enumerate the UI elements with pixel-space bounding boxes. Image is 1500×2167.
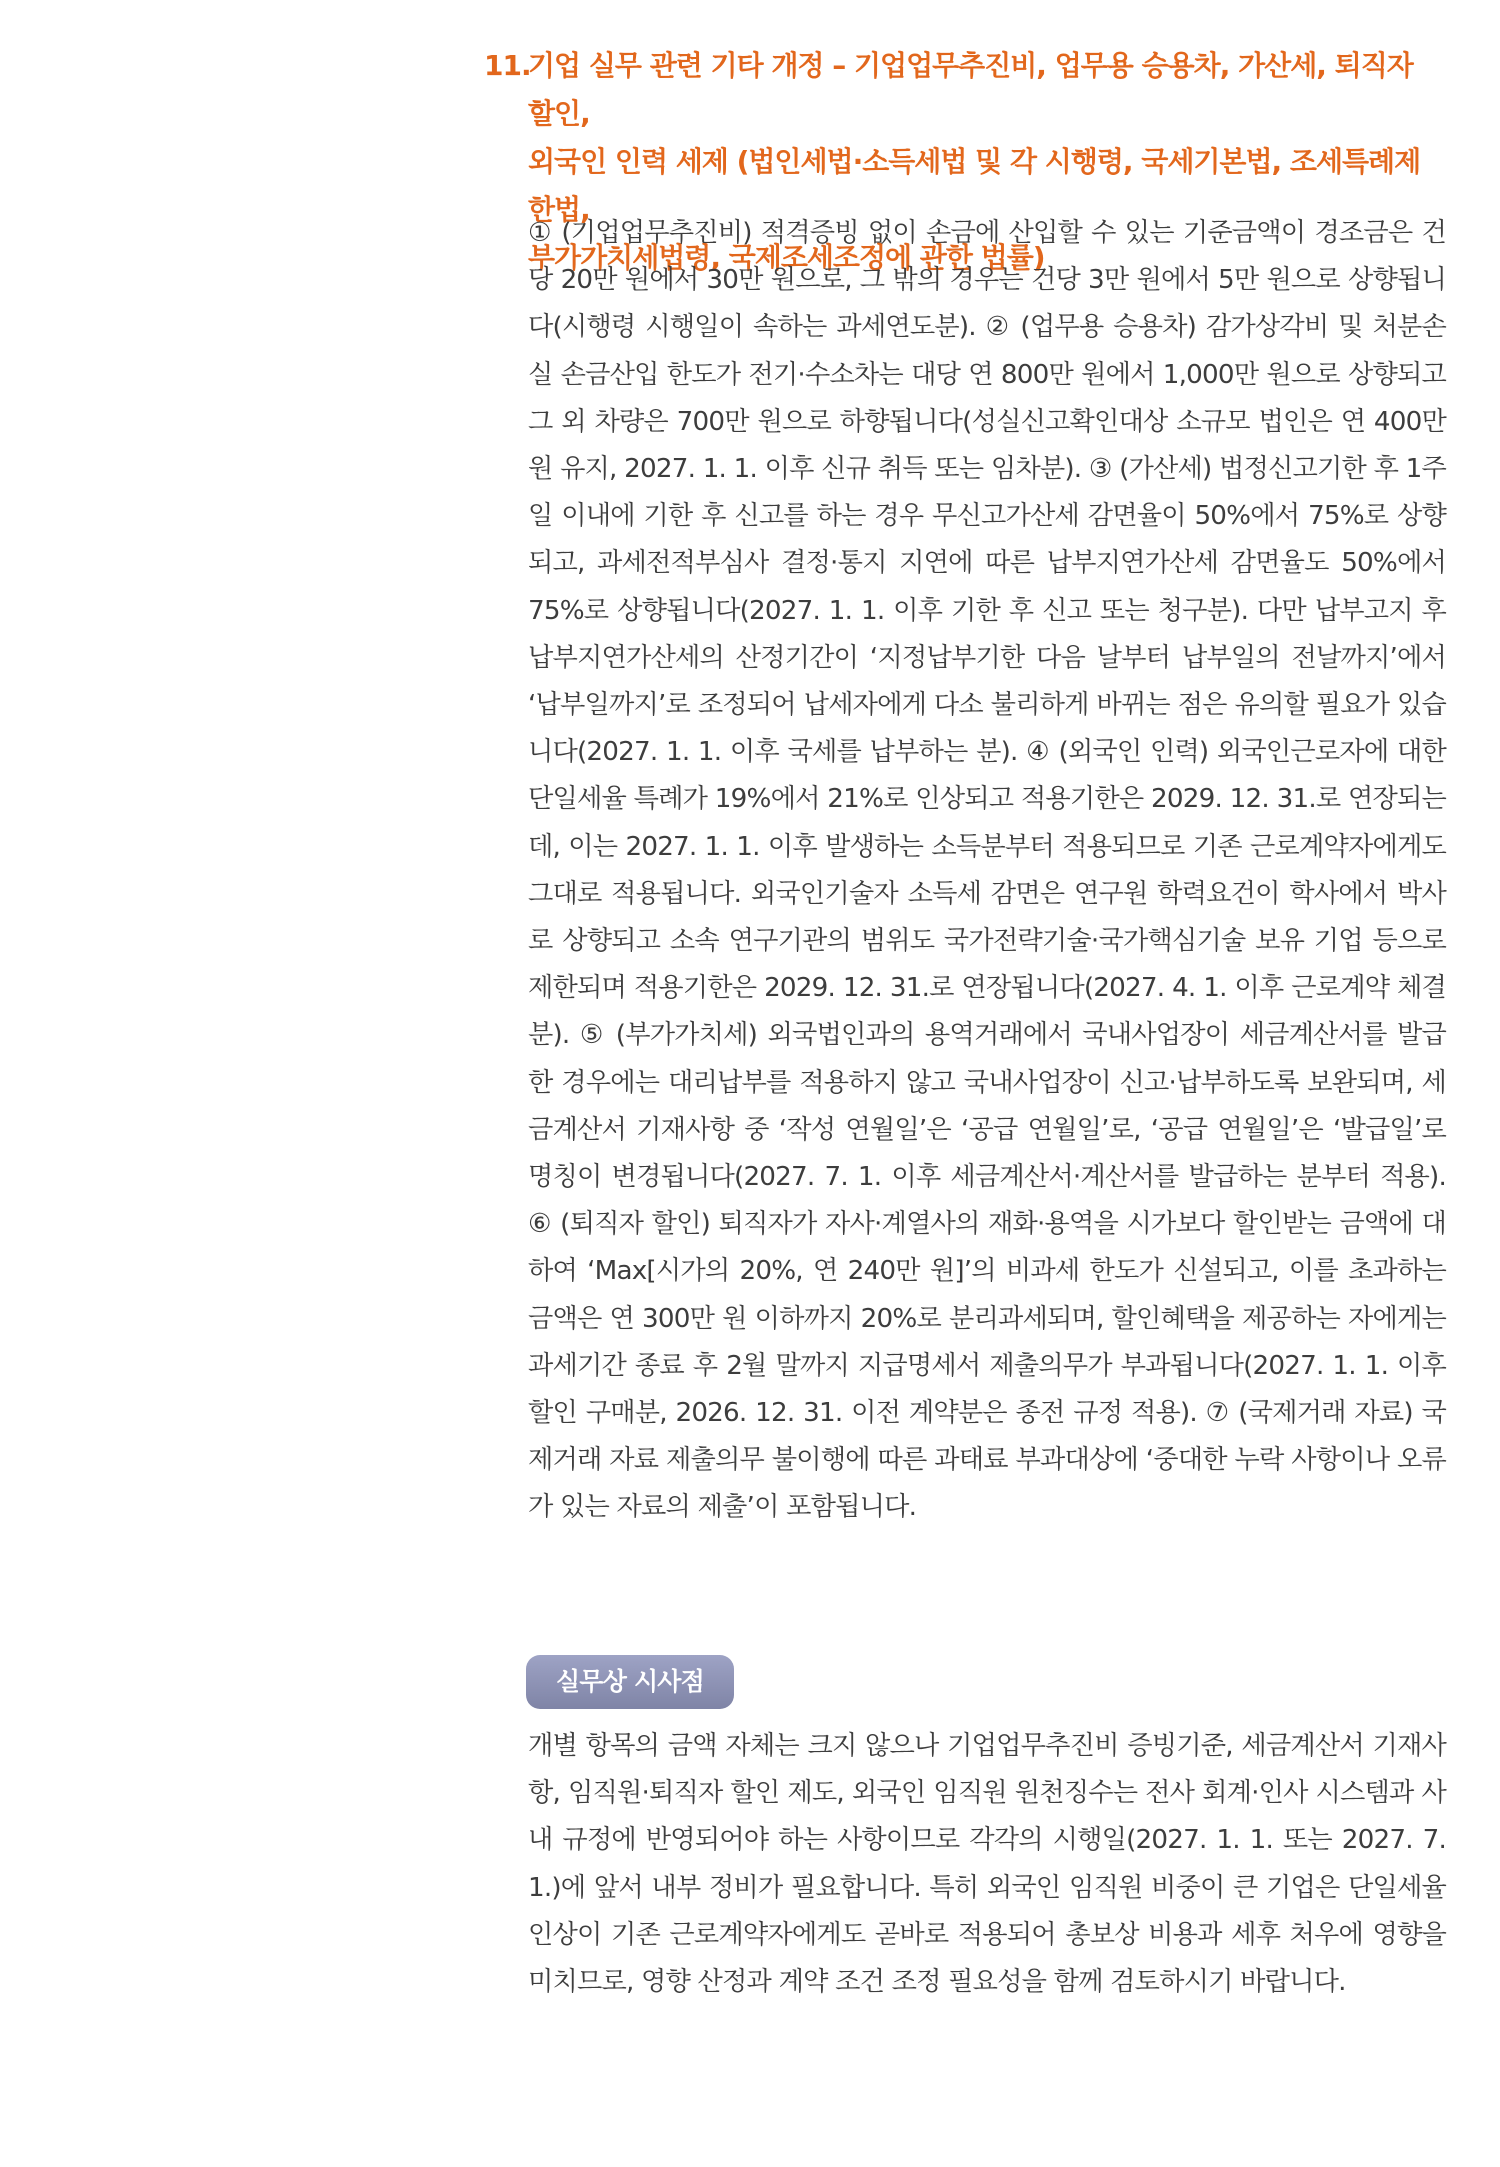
section-body-paragraph: ① (기업업무추진비) 적격증빙 없이 손금에 산입할 수 있는 기준금액이 경조금은 건당 20만 원에서 30만 원으로, 그 밖의 경우는 건당 3만 원에서 5만 원으로 상향됩니다(시행령 시행일이 속하는 과세연도분). ② (업무용 승용차) 감가상각비 및 처분손실 손금산입 한도가 전기·수소차는 대당 연 800만 원에서 1,000만 원으로 상향되고 그 외 차량은 700만 원으로 하향됩니다(성실신고확인대상 소규모 법인은 연 400만 원 유지, 2027. 1. 1. 이후 신규 취득 또는 임차분). ③ (가산세) 법정신고기한 후 1주일 이내에 기한 후 신고를 하는 경우 무신고가산세 감면율이 50%에서 75%로 상향되고, 과세전적부심사 결정·통지 지연에 따른 납부지연가산세 감면율도 50%에서 75%로 상향됩니다(2027. 1. 1. 이후 기한 후 신고 또는 청구분). 다만 납부고지 후 납부지연가산세의 산정기간이 ‘지정납부기한 다음 날부터 납부일의 전날까지’에서 ‘납부일까지’로 조정되어 납세자에게 다소 불리하게 바뀌는 점은 유의할 필요가 있습니다(2027. 1. 1. 이후 국세를 납부하는 분). ④ (외국인 인력) 외국인근로자에 대한 단일세율 특례가 19%에서 21%로 인상되고 적용기한은 2029. 12. 31.로 연장되는데, 이는 2027. 1. 1. 이후 발생하는 소득분부터 적용되므로 기존 근로계약자에게도 그대로 적용됩니다. 외국인기술자 소득세 감면은 연구원 학력요건이 학사에서 박사로 상향되고 소속 연구기관의 범위도 국가전략기술·국가핵심기술 보유 기업 등으로 제한되며 적용기한은 2029. 12. 31.로 연장됩니다(2027. 4. 1. 이후 근로계약 체결분). ⑤ (부가가치세) 외국법인과의 용역거래에서 국내사업장이 세금계산서를 발급한 경우에는 대리납부를 적용하지 않고 국내사업장이 신고·납부하도록 보완되며, 세금계산서 기재사항 중 ‘작성 연월일’은 ‘공급 연월일’로, ‘공급 연월일’은 ‘발급일’로 명칭이 변경됩니다(2027. 7. 1. 이후 세금계산서·계산서를 발급하는 분부터 적용). ⑥ (퇴직자 할인) 퇴직자가 자사·계열사의 재화·용역을 시가보다 할인받는 금액에 대하여 ‘Max[시가의 20%, 연 240만 원]’의 비과세 한도가 신설되고, 이를 초과하는 금액은 연 300만 원 이하까지 20%로 분리과세되며, 할인혜택을 제공하는 자에게는 과세기간 종료 후 2월 말까지 지급명세서 제출의무가 부과됩니다(2027. 1. 1. 이후 할인 구매분, 2026. 12. 31. 이전 계약분은 종전 규정 적용). ⑦ (국제거래 자료) 국제거래 자료 제출의무 불이행에 따른 과태료 부과대상에 ‘중대한 누락 사항이나 오류가 있는 자료의 제출’이 포함됩니다. — [528, 218, 1446, 1523]
section-number: 11. — [484, 49, 531, 82]
section-title: 기업 실무 관련 기타 개정 – 기업업무추진비, 업무용 승용차, 가산세, 퇴직자 할인, 외국인 인력 세제 (법인세법·소득세법 및 각 시행령, 국세기본법, 조세특례제한법, 부가가치세법령, 국제조세조정에 관한 법률) — [528, 49, 1421, 274]
implications-label-badge: 실무상 시사점 — [526, 1655, 734, 1709]
implications-body-paragraph: 개별 항목의 금액 자체는 크지 않으나 기업업무추진비 증빙기준, 세금계산서 기재사항, 임직원·퇴직자 할인 제도, 외국인 임직원 원천징수는 전사 회계·인사 시스템과 사내 규정에 반영되어야 하는 사항이므로 각각의 시행일(2027. 1. 1. 또는 2027. 7. 1.)에 앞서 내부 정비가 필요합니다. 특히 외국인 임직원 비중이 큰 기업은 단일세율 인상이 기존 근로계약자에게도 곧바로 적용되어 총보상 비용과 세후 처우에 영향을 미치므로, 영향 산정과 계약 조건 조정 필요성을 함께 검토하시기 바랍니다. — [528, 1731, 1446, 1998]
